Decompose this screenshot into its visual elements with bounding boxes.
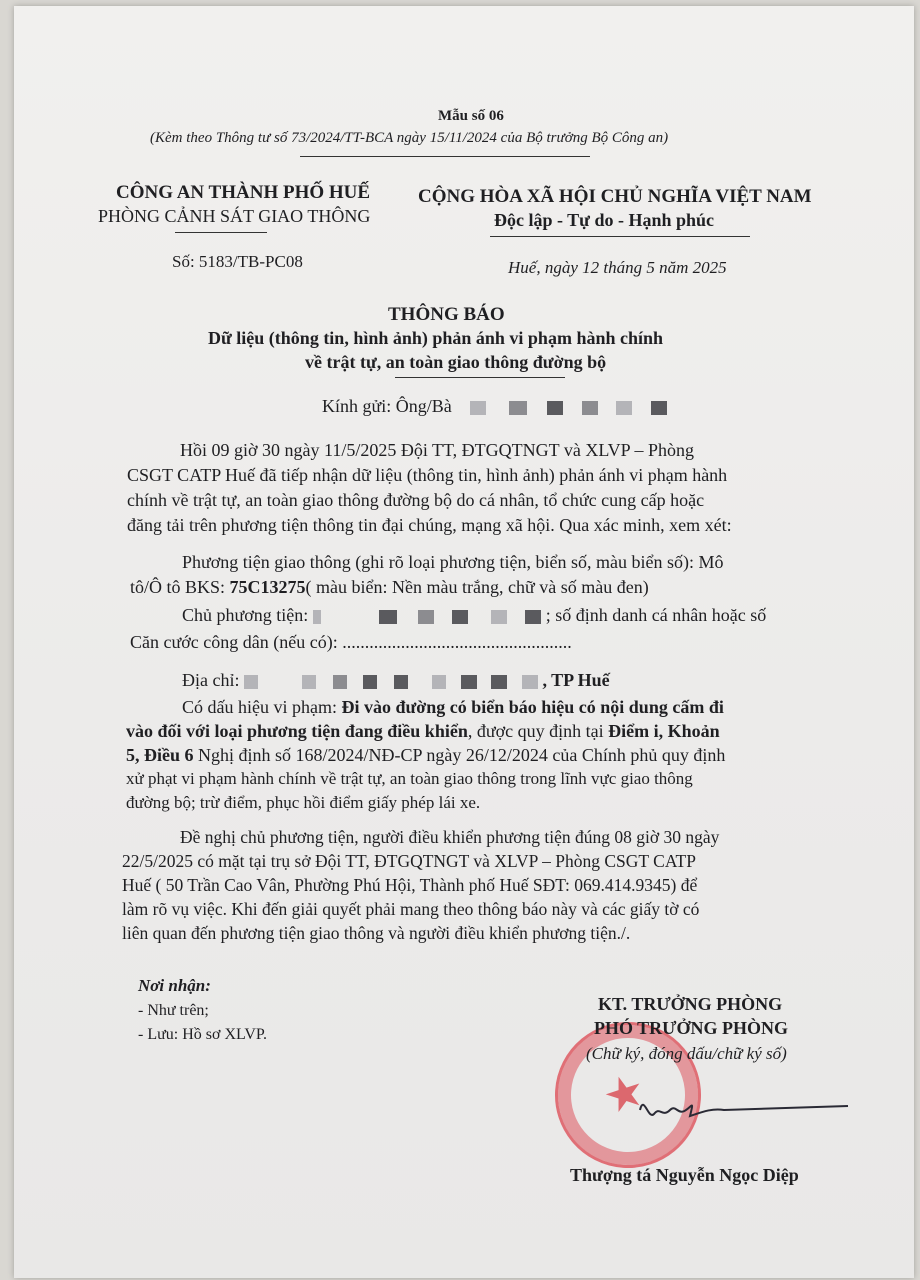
owner-line <box>182 605 766 626</box>
violation-decree: Nghị định số 168/2024/NĐ-CP ngày 26/12/2024 của Chính phủ quy định <box>193 745 726 765</box>
request-line: Đề nghị chủ phương tiện, người điều khiển phương tiện đúng 08 giờ 30 ngày <box>180 827 720 847</box>
violation-line-4: xử phạt vi phạm hành chính về trật tự, an toàn giao thông trong lĩnh vực giao thông <box>126 769 693 788</box>
paragraph-line: CSGT CATP Huế đã tiếp nhận dữ liệu (thông tin, hình ảnh) phản ánh vi phạm hành <box>127 465 728 485</box>
nation-line1: CỘNG HÒA XÃ HỘI CHỦ NGHĨA VIỆT NAM <box>418 186 812 207</box>
signature-title-1: KT. TRƯỞNG PHÒNG <box>598 994 783 1014</box>
violation-description: vào đối với loại phương tiện đang điều khiển <box>126 721 468 741</box>
star-icon: ★ <box>596 1063 652 1125</box>
citizen-id-line: Căn cước công dân (nếu có): ................................................... <box>130 632 572 652</box>
owner-tail: ; số định danh cá nhân hoặc số <box>545 605 767 625</box>
motto-underline <box>490 236 750 237</box>
recipient-item: - Như trên; <box>138 1002 209 1019</box>
signer-name: Thượng tá Nguyễn Ngọc Diệp <box>570 1165 799 1185</box>
violation-line-5: đường bộ; trừ điểm, phục hồi điểm giấy phép lái xe. <box>126 793 481 812</box>
signature-note: (Chữ ký, đóng dấu/chữ ký số) <box>586 1044 787 1063</box>
redacted-owner <box>379 610 397 624</box>
document-number: Số: 5183/TB-PC08 <box>172 252 303 271</box>
signature-title-2: PHÓ TRƯỞNG PHÒNG <box>594 1018 789 1038</box>
violation-clause: Điểm i, Khoản <box>608 721 720 741</box>
vehicle-line-2 <box>130 577 649 598</box>
redacted-name <box>582 401 598 415</box>
redacted-address <box>333 675 347 689</box>
redacted-owner <box>525 610 541 624</box>
document-title: THÔNG BÁO <box>388 304 505 325</box>
address-label: Địa chỉ: <box>182 670 244 690</box>
form-number: Mẫu số 06 <box>438 108 504 124</box>
redacted-address <box>302 675 316 689</box>
violation-line-3 <box>126 745 725 766</box>
document-date: Huế, ngày 12 tháng 5 năm 2025 <box>508 258 727 277</box>
paragraph-line: chính về trật tự, an toàn giao thông đường bộ do cá nhân, tổ chức cung cấp hoặc <box>127 490 705 510</box>
violation-text: , được quy định tại <box>467 721 609 741</box>
redacted-address <box>522 675 538 689</box>
violation-label: Có dấu hiệu vi phạm: <box>182 697 342 717</box>
request-line: Huế ( 50 Trần Cao Vân, Phường Phú Hội, Thành phố Huế SĐT: 069.414.9345) để <box>122 875 698 895</box>
recipients-label: Nơi nhận: <box>138 976 211 995</box>
redacted-address <box>461 675 477 689</box>
redacted-address <box>432 675 446 689</box>
redacted-name <box>616 401 632 415</box>
vehicle-line-1: Phương tiện giao thông (ghi rõ loại phương tiện, biển số, màu biển số): Mô <box>182 552 724 572</box>
redacted-name <box>470 401 486 415</box>
document-subtitle-2: về trật tự, an toàn giao thông đường bộ <box>305 352 607 372</box>
redacted-name <box>651 401 667 415</box>
owner-label: Chủ phương tiện: <box>182 605 313 625</box>
issuer-line2: PHÒNG CẢNH SÁT GIAO THÔNG <box>98 206 371 226</box>
greeting <box>322 396 667 417</box>
request-line: làm rõ vụ việc. Khi đến giải quyết phải mang theo thông báo này và các giấy tờ có <box>122 899 700 919</box>
header-divider <box>300 156 590 157</box>
request-line: 22/5/2025 có mặt tại trụ sở Đội TT, ĐTGQTNGT và XLVP – Phòng CSGT CATP <box>122 851 696 871</box>
redacted-name <box>509 401 527 415</box>
redacted-owner <box>418 610 434 624</box>
handwritten-signature <box>632 1080 852 1140</box>
violation-line-1 <box>182 697 724 718</box>
violation-article: 5, Điều 6 <box>126 745 194 765</box>
greeting-text: Kính gửi: Ông/Bà <box>322 396 452 416</box>
recipient-item: - Lưu: Hồ sơ XLVP. <box>138 1026 267 1043</box>
redacted-name <box>547 401 563 415</box>
vehicle-type: tô/Ô tô BKS: <box>130 577 230 597</box>
violation-line-2 <box>126 721 720 742</box>
redacted-owner <box>313 610 321 624</box>
license-plate: 75C13275 <box>229 577 306 597</box>
issuer-line1: CÔNG AN THÀNH PHỐ HUẾ <box>116 182 371 203</box>
redacted-address <box>491 675 507 689</box>
request-line: liên quan đến phương tiện giao thông và người điều khiển phương tiện./. <box>122 923 631 943</box>
redacted-owner <box>452 610 468 624</box>
document-subtitle-1: Dữ liệu (thông tin, hình ảnh) phản ánh vi phạm hành chính <box>208 328 663 348</box>
redacted-address <box>394 675 408 689</box>
redacted-owner <box>491 610 507 624</box>
address-line <box>182 670 610 691</box>
redacted-address <box>363 675 377 689</box>
plate-color: ( màu biển: Nền màu trắng, chữ và số màu đen) <box>305 577 649 597</box>
form-attachment: (Kèm theo Thông tư số 73/2024/TT-BCA ngày 15/11/2024 của Bộ trưởng Bộ Công an) <box>150 130 669 146</box>
paragraph-line: đăng tải trên phương tiện thông tin đại chúng, mạng xã hội. Qua xác minh, xem xét: <box>127 515 732 535</box>
issuer-underline <box>175 232 267 233</box>
violation-description: Đi vào đường có biển báo hiệu có nội dung cấm đi <box>341 697 724 717</box>
paragraph-line: Hồi 09 giờ 30 ngày 11/5/2025 Đội TT, ĐTGQTNGT và XLVP – Phòng <box>180 440 695 460</box>
redacted-address <box>244 675 258 689</box>
address-city: , TP Huế <box>542 670 610 690</box>
nation-motto: Độc lập - Tự do - Hạnh phúc <box>494 210 715 230</box>
title-underline <box>395 377 565 378</box>
